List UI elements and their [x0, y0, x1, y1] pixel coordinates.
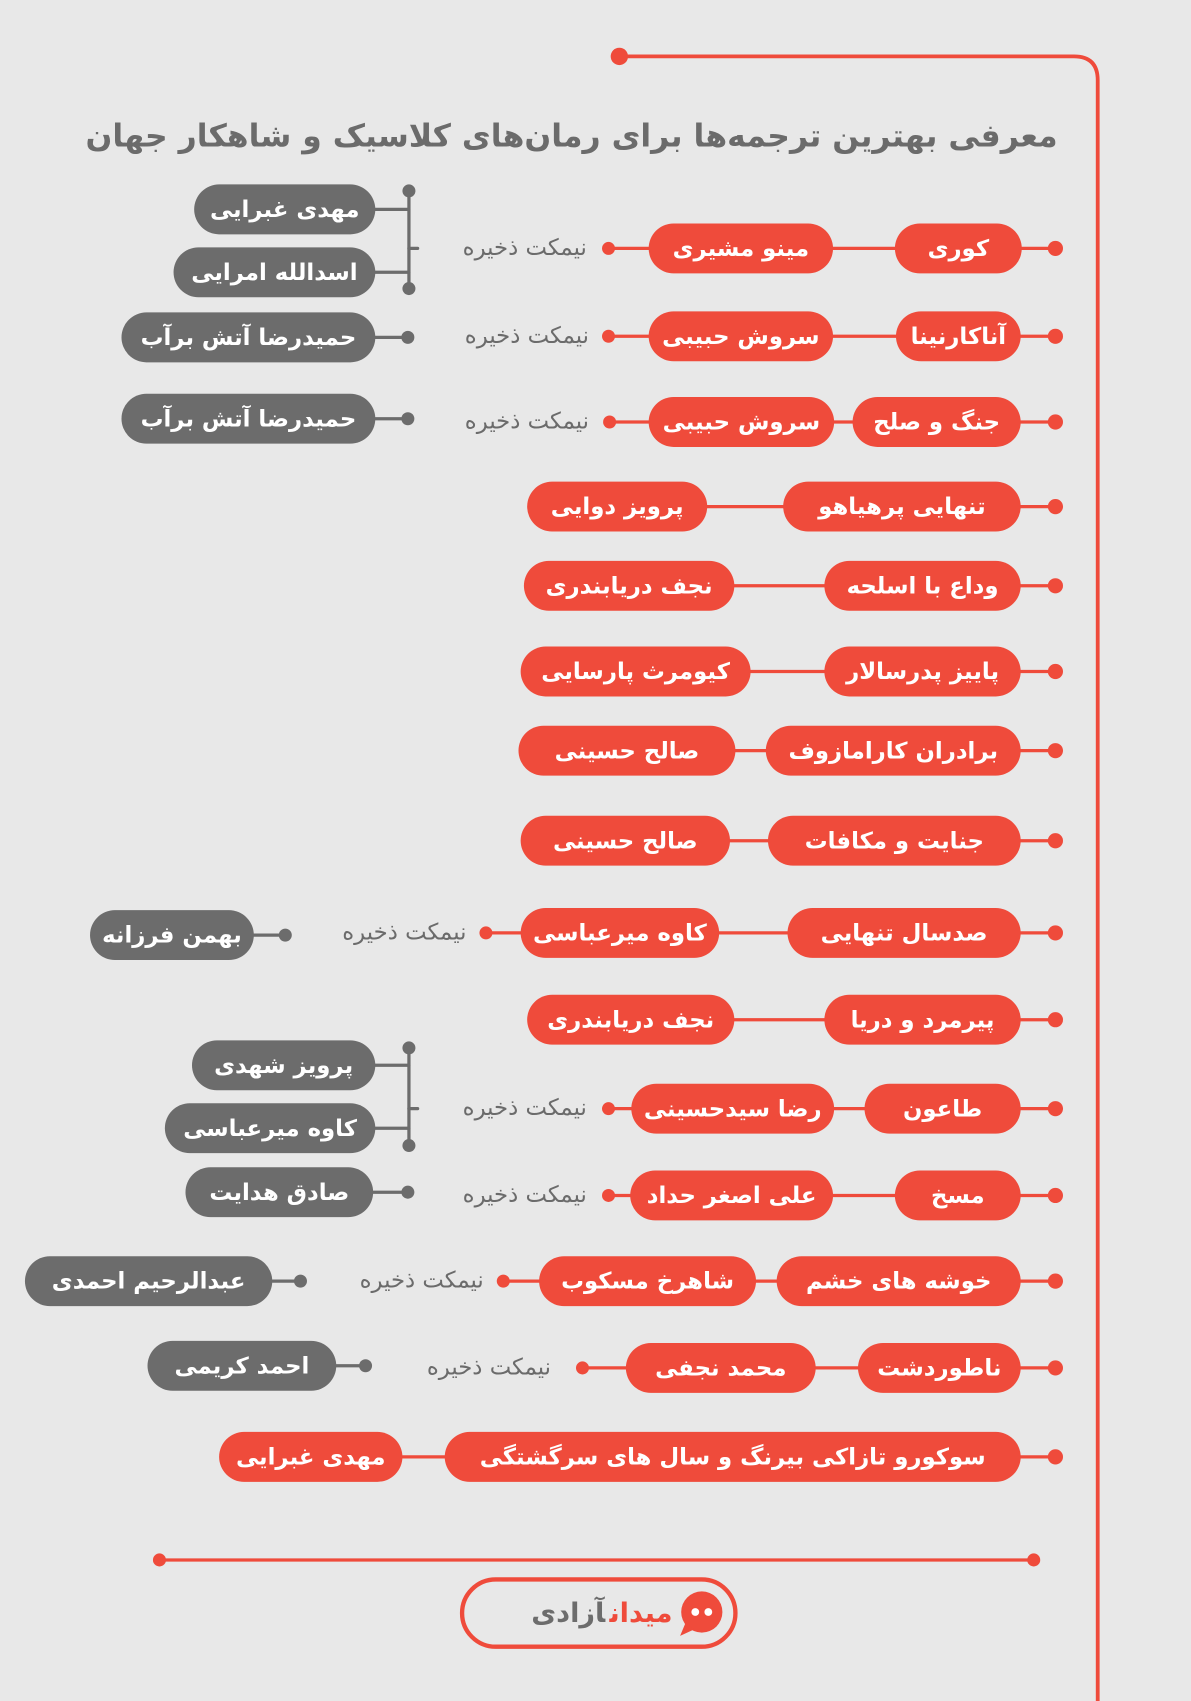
row-start-dot: [1048, 1188, 1063, 1203]
separator-dot: [153, 1553, 166, 1566]
row-start-dot: [1048, 414, 1063, 429]
book-pill: مسخ: [895, 1170, 1021, 1220]
alternative-dot: [602, 1102, 615, 1115]
translator-pill: محمد نجفی: [626, 1343, 816, 1393]
alternative-translator-pill: عبدالرحیم احمدی: [25, 1256, 272, 1306]
translator-pill: صالح حسینی: [518, 726, 735, 776]
alternative-dot: [602, 242, 615, 255]
book-pill: صدسال تنهایی: [787, 908, 1020, 958]
book-pill: وداع با اسلحه: [824, 561, 1020, 611]
book-pill: پاییز پدرسالار: [824, 647, 1020, 697]
logo-wordmark: [531, 1594, 672, 1633]
alternative-dot: [602, 330, 615, 343]
alternative-gray-dot: [359, 1359, 372, 1372]
book-pill: سوکورو تازاکی بیرنگ و سال های سرگشتگی: [445, 1432, 1021, 1482]
row-start-dot: [1048, 1360, 1063, 1375]
book-pill: خوشه های خشم: [777, 1256, 1021, 1306]
alternative-gray-dot: [294, 1275, 307, 1288]
alternative-label: نیمکت ذخیره: [342, 918, 467, 945]
translator-pill: صالح حسینی: [521, 816, 730, 866]
book-pill: تنهایی پرهیاهو: [783, 482, 1021, 532]
bracket-dot: [402, 184, 415, 197]
row-start-dot: [1048, 1449, 1063, 1464]
alternative-label: نیمکت ذخیره: [462, 234, 587, 261]
frame-start-dot: [611, 48, 628, 65]
alternative-dot: [497, 1275, 510, 1288]
row-start-dot: [1048, 329, 1063, 344]
row-start-dot: [1048, 578, 1063, 593]
alternative-dot: [602, 1189, 615, 1202]
alternative-translator-pill: حمیدرضا آتش برآب: [121, 394, 375, 444]
row-start-dot: [1048, 499, 1063, 514]
book-pill: کوری: [895, 223, 1022, 273]
row-start-dot: [1048, 1274, 1063, 1289]
alternative-label: نیمکت ذخیره: [462, 1181, 587, 1208]
alternative-label: نیمکت ذخیره: [464, 407, 589, 434]
row-start-dot: [1048, 664, 1063, 679]
book-pill: پیرمرد و دریا: [824, 995, 1020, 1045]
row-start-dot: [1048, 925, 1063, 940]
book-pill: آناکارنینا: [896, 311, 1021, 361]
alternative-gray-dot: [401, 412, 414, 425]
alternative-translator-pill: بهمن فرزانه: [90, 910, 254, 960]
alternative-label: نیمکت ذخیره: [464, 322, 589, 349]
alternative-translator-pill: صادق هدایت: [185, 1167, 373, 1217]
bracket-dot: [402, 1041, 415, 1054]
row-start-dot: [1048, 1012, 1063, 1027]
alternative-label: نیمکت ذخیره: [462, 1094, 587, 1121]
translator-pill: سروش حبیبی: [649, 397, 834, 447]
bracket-dot: [402, 282, 415, 295]
translator-pill: شاهرخ مسکوب: [539, 1256, 756, 1306]
translator-pill: نجف دریابندری: [524, 561, 734, 611]
book-pill: جنگ و صلح: [853, 397, 1021, 447]
alternative-translator-pill: احمد کریمی: [148, 1341, 337, 1391]
logo-name-gray: آزادی: [531, 1596, 606, 1629]
alternative-gray-dot: [401, 331, 414, 344]
alternative-label: نیمکت ذخیره: [426, 1353, 552, 1380]
translator-pill: کاوه میرعباسی: [521, 908, 720, 958]
alternative-dot: [576, 1361, 589, 1374]
row-start-dot: [1048, 743, 1063, 758]
row-start-dot: [1048, 833, 1063, 848]
separator-dot: [1027, 1553, 1040, 1566]
alternative-translator-pill: پرویز شهدی: [192, 1040, 375, 1090]
alternative-dot: [479, 926, 492, 939]
translator-pill: پرویز دوایی: [527, 482, 707, 532]
translator-pill: رضا سیدحسینی: [631, 1084, 834, 1134]
row-start-dot: [1048, 1101, 1063, 1116]
logo-name-red: میدان: [609, 1596, 673, 1629]
book-pill: ناطوردشت: [858, 1343, 1021, 1393]
translator-pill: سروش حبیبی: [649, 311, 833, 361]
alternative-translator-pill: مهدی غبرایی: [194, 184, 375, 234]
alternative-translator-pill: کاوه میرعباسی: [165, 1103, 375, 1153]
translator-pill: کیومرث پارسایی: [521, 647, 751, 697]
translator-pill: نجف دریابندری: [527, 995, 734, 1045]
alternative-label: نیمکت ذخیره: [359, 1267, 484, 1294]
alternative-translator-pill: حمیدرضا آتش برآب: [121, 312, 375, 362]
alternative-gray-dot: [401, 1186, 414, 1199]
book-pill: جنایت و مکافات: [768, 816, 1021, 866]
book-pill: طاعون: [865, 1084, 1021, 1134]
translator-pill: علی اصغر حداد: [630, 1170, 833, 1220]
page-title: معرفی بهترین ترجمه‌ها برای رمان‌های کلاسیک و شاهکار جهان: [85, 117, 1058, 155]
translator-pill: مینو مشیری: [649, 223, 833, 273]
alternative-dot: [603, 415, 616, 428]
row-start-dot: [1048, 241, 1063, 256]
translator-pill: مهدی غبرایی: [219, 1432, 402, 1482]
book-pill: برادران کارامازوف: [766, 726, 1021, 776]
alternative-translator-pill: اسدالله امرایی: [174, 247, 376, 297]
alternative-gray-dot: [279, 929, 292, 942]
bracket-dot: [402, 1139, 415, 1152]
